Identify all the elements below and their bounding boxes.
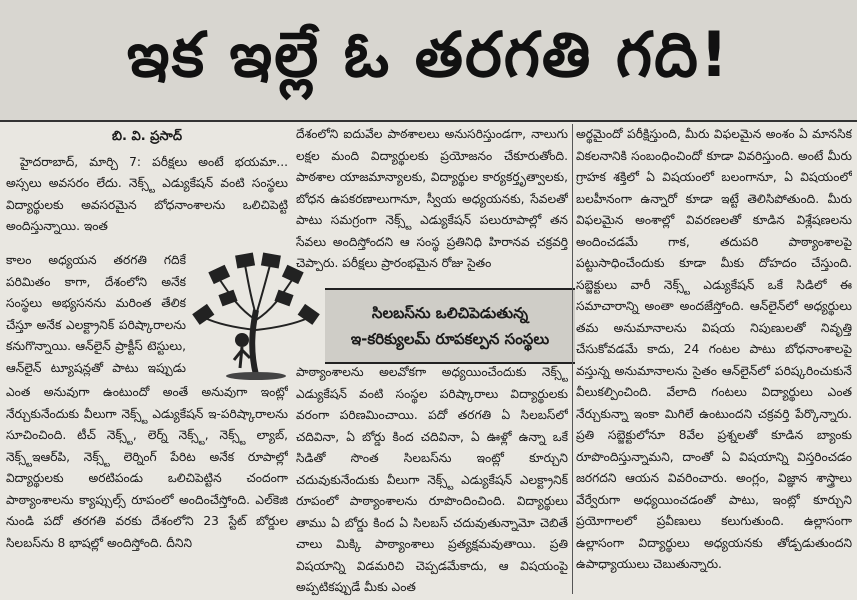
paragraph: హైదరాబాద్, మార్చి 7: పరీక్షలు అంటే భయమా... అస్సలు అవసరం లేదు. నెక్స్ట్ ఎడ్యుకేషన్ వంటి సంస్థలు విద్యార్థులకు అవసరమైన బోధనాంశాలను ఒలిచిపెట్టి అందిస్తున్నాయి. ఇంత	[6, 154, 288, 233]
paragraph: అర్థమైందో పరీక్షిస్తుంది, మీరు విఫలమైన అంశం ఏ మానసిక వికలనానికి సంబంధించిందో కూడా వివరిస్తుంది. అంటే మీరు గ్రాహక శక్తిలో ఏ విషయంలో బలంగానూ, ఏ విషయంలో బలహీనంగా ఉన్నారో కూడా ఇట్టే తెలిసిపోతుంది. మీరు విఫలమైన అంశాల్లో వివరణలతో కూడిన విశ్లేషణలను అందించడమే గాక, తదుపరి పాఠ్యాంశాలపై పట్టుసాధించేందుకు కూడా మీకు దోహదం చేస్తుంది. సబ్జెక్టులు వారీ నెక్స్ట్ ఎడ్యుకేషన్ ఒకే సిడిలో ఈ సమాచారాన్ని అంతా అందజేస్తోంది. ఆన్‌లైన్‌లో అధ్యర్థులు తమ అనుమానాలను విషయ నిపుణులతో నివృత్తి చేసుకోవడమే కాదు, 24 గంటల పాటు బోధనాంశాలపై వస్తున్న అనుమానాలను సైతం ఆన్‌లైన్‌లో పరిష్కరించుకునే వీలుకల్పించింది. వేలాది గంటలు విద్యార్థులు ఎంత నేర్చుకున్నా ఇంకా మిగిలే ఉంటుందని చక్రవర్తి పేర్కొన్నారు. ప్రతి సబ్జెక్టులోనూ 8వేల ప్రశ్నలతో కూడిన బ్యాంకు రూపొందిస్తున్నామని, దాంతో ఏ విషయాన్ని విస్తరించడం జరగదని ఆయన వివరించారు. అంగ్లం, విజ్ఞాన శాస్త్రాలు వేర్వేరుగా అధ్యయించడంతో పాటు, ఇంట్లో కూర్చుని ప్రయోగాలలో ప్రవీణులు కలుగుతుంది. ఉల్లాసంగా ఉల్లాసంగా విద్యార్థులు అధ్యయనకు తోడ్పడుతుందని ఉపాధ్యాయులు చెబుతున్నారు.	[576, 127, 852, 571]
subheading-line-1: సిలబస్‌ను ఒలిచిపెడుతున్న	[371, 304, 529, 322]
column-1-bottom	[6, 382, 288, 598]
column-2-top	[296, 124, 568, 289]
column-1-middle	[6, 250, 186, 382]
paragraph: కాలం అధ్యయన తరగతి గదికే పరిమితం కాగా, దేశంలోని అనేక సంస్థలు అభ్యసనను మరింత తేలిక చేస్తూ అనేక ఎలక్ట్రానిక్ పరిష్కారాలను కనుగొన్నాయి. ఆన్‌లైన్ ప్రాక్టీస్ టెస్టులు, ఆన్‌లైన్ ట్యూషన్లతో పాటు ఇప్పుడు	[6, 253, 186, 375]
paragraph: పాఠ్యాంశాలను అలవోకగా అధ్యయించేందుకు నెక్స్ట్ ఎడ్యుకేషన్ వంటి సంస్థల పరిష్కారాలు విద్యార్థులకు వరంగా పరిణమించాయి. పదో తరగతి ఏ సిలబస్‌లో చదివినా, ఏ బోర్డు కింద చదివినా, ఏ ఊళ్లో ఉన్నా ఒకే సిడితో సొంత సిలబస్‌ను ఇంట్లో కూర్చుని చదువుకునేందుకు వీలుగా నెక్స్ట్ ఎడ్యుకేషన్ ఎలక్ట్రానిక్ రూపంలో పాఠ్యాంశాలను రూపొందించింది. విద్యార్థులు తాము ఏ బోర్డు కింద ఏ సిలబస్ చదువుతున్నామో చెబితే చాలు మిక్కి పాఠ్యాంశాలు ప్రత్యక్షమవుతాయి. ప్రతి విషయాన్ని విడమరిచి చెప్పడమేకాదు, ఆ విషయంపై అప్పటికప్పుడే మీకు ఎంత	[296, 365, 568, 594]
subheading-line-2: ఇ-కరిక్యులమ్ రూపకల్పన సంస్థలు	[350, 330, 550, 348]
subheading-box	[325, 288, 575, 364]
column-divider	[572, 124, 573, 594]
paragraph: ఎంత అనువుగా ఉంటుందో అంతే అనువుగా ఇంట్లో నేర్చుకునేందుకు వీలుగా నెక్స్ట్ ఎడ్యుకేషన్ ఇ-పరిష్కారాలను సూచించింది. టీచ్ నెక్స్ట్, లెర్న్ నెక్స్ట్, నెక్స్ట్ ల్యాబ్, నెక్స్ట్‌ఇఆర్‌పి, నెక్స్ట్ లెర్నింగ్ పేరిట అనేక రూపాల్లో విద్యార్థులకు అరటిపండు ఒలిచిపెట్టిన చందంగా పాఠ్యాంశాలను క్యాప్సుల్స్ రూపంలో అందించేస్తోంది. ఎల్‌కెజి నుండి పదో తరగతి వరకు దేశంలోని 23 స్టేట్ బోర్డుల సిలబస్‌ను 8 భాషల్లో అందిస్తోంది. దీనిని	[6, 385, 288, 550]
column-2-bottom	[296, 362, 568, 598]
paragraph: దేశంలోని ఐదువేల పాఠశాలలు అనుసరిస్తుండగా, నాలుగు లక్షల మంది విద్యార్థులకు ప్రయోజనం చేకూరుతోంది. పాఠశాల యాజమాన్యాలకు, విద్యార్థుల కార్యకర్తృత్వాలకు, బోధన ఉపకరణాలుగానూ, స్వీయ అధ్యయనకు, సేవలతో పాటు సమగ్రంగా నెక్స్ట్ ఎడ్యుకేషన్ పలురూపాల్లో తన సేవలు అందిస్తోందని ఆ సంస్థ ప్రతినిధి హిరానవ చక్రవర్తి చెప్పారు. పరీక్షలు ప్రారంభమైన రోజు సైతం	[296, 127, 568, 270]
byline: బి. వి. ప్రసాద్	[111, 129, 183, 144]
column-3	[576, 124, 852, 598]
column-1-top	[6, 124, 288, 250]
page-title: ఇక ఇల్లే ఓ తరగతి గది!	[126, 18, 731, 91]
